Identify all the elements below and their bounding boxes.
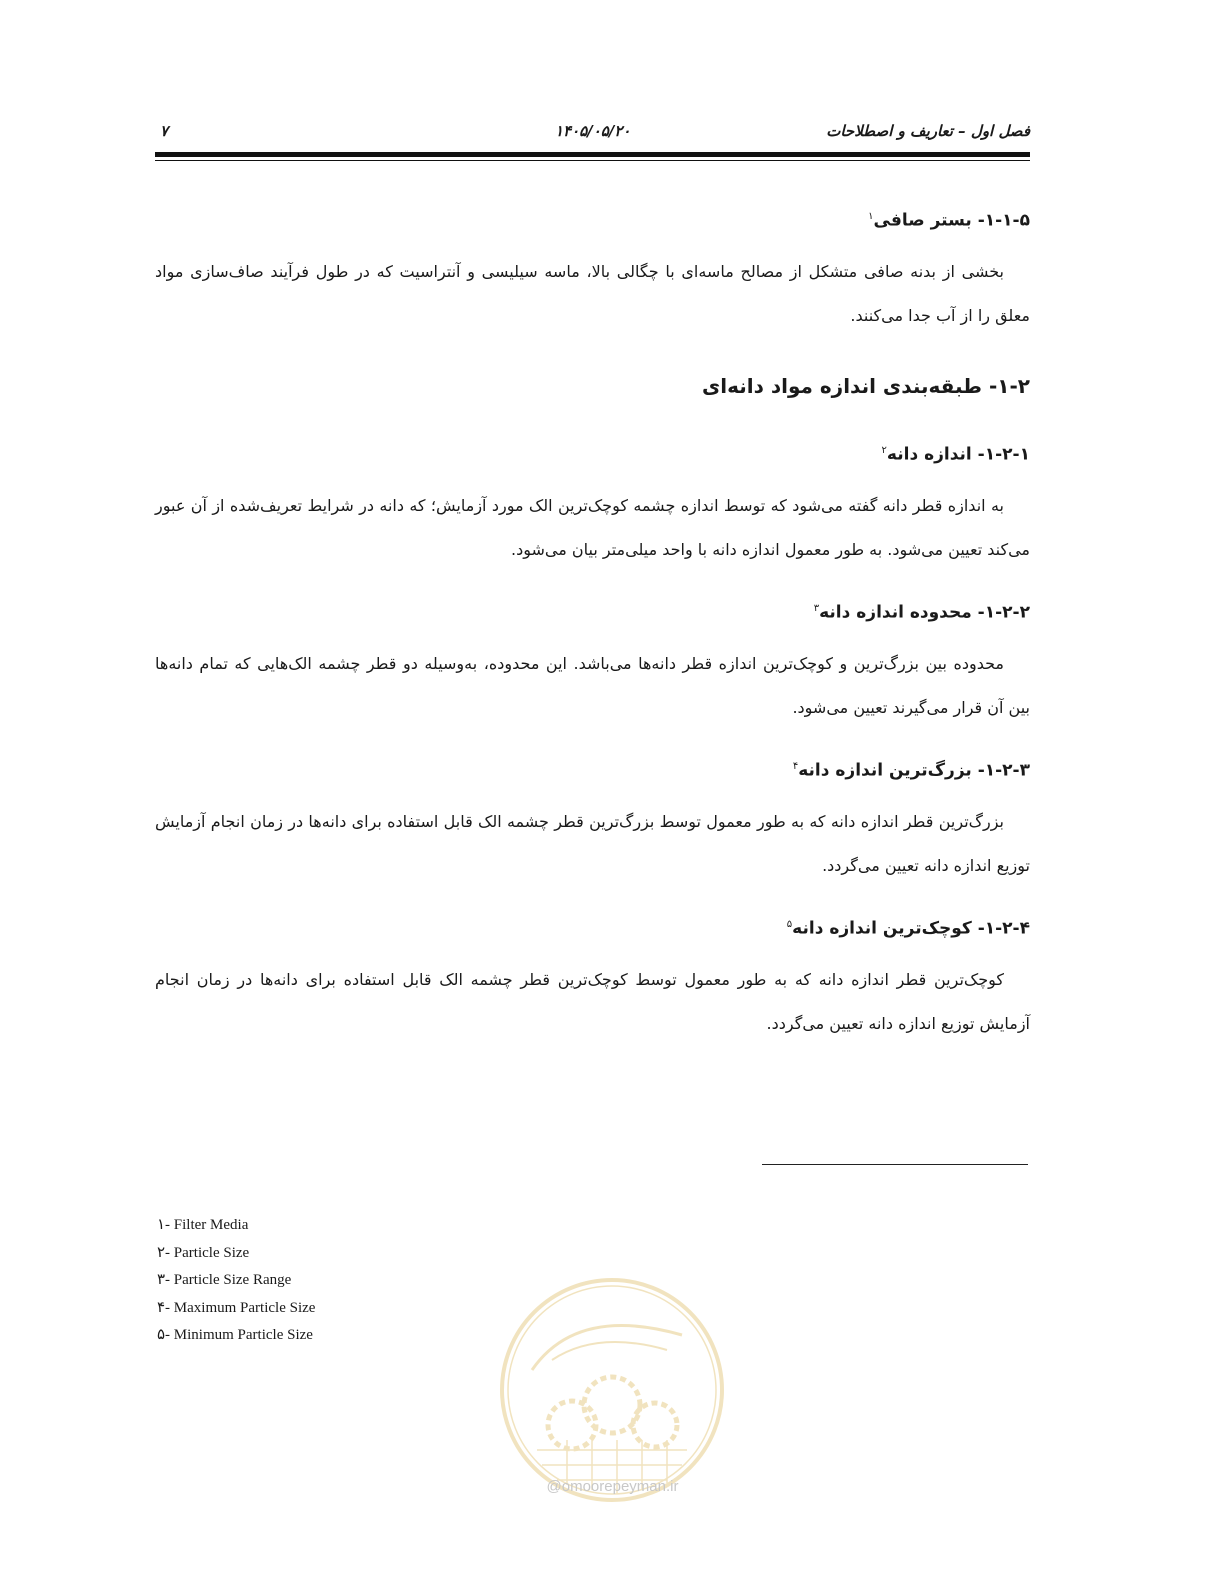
page-number: ۷ <box>160 122 169 140</box>
footnote-separator <box>762 1164 1028 1165</box>
footnote-item: ۵- Minimum Particle Size <box>157 1327 313 1343</box>
section-heading-1-1-5: ۱-۱-۵- بستر صافی$^۱$ <box>868 210 1030 231</box>
footnote-item: ۲- Particle Size <box>157 1244 250 1261</box>
section-heading-1-2-1: ۱-۲-۱- اندازه دانه$^۲$ <box>881 444 1030 465</box>
chapter-title: فصل اول – تعاریف و اصطلاحات <box>826 122 1030 140</box>
body-content <box>155 200 1030 1046</box>
footnote-item: ۱- Filter Media <box>157 1217 249 1233</box>
page-header <box>155 120 1030 146</box>
paragraph-filter-media: بخشی از بدنه صافی متشکل از مصالح ماسه‌ای با چگالی بالا، ماسه سیلیسی و آنتراسیت که در طول فرآیند صاف‌سازی مواد معلق را از آب جدا می‌کنند. <box>155 262 1030 325</box>
paragraph-particle-size-range: محدوده بین بزرگ‌ترین و کوچک‌ترین اندازه قطر دانه‌ها می‌باشد. این محدوده، به‌وسیله دو قطر چشمه الک‌هایی که تمام دانه‌ها بین آن قرار می‌گیرند تعیین می‌شود. <box>155 654 1030 717</box>
header-rule-thin <box>155 160 1030 161</box>
footnotes <box>157 1212 315 1350</box>
watermark-logo <box>497 1275 727 1505</box>
section-heading-1-2-3: ۱-۲-۳- بزرگ‌ترین اندازه دانه$^۴$ <box>792 760 1030 781</box>
section-heading-1-2-2: ۱-۲-۲- محدوده اندازه دانه$^۳$ <box>813 602 1030 623</box>
main-heading-1-2: ۱-۲- طبقه‌بندی اندازه مواد دانه‌ای <box>701 374 1030 398</box>
footnote-item: ۴- Maximum Particle Size <box>157 1299 316 1316</box>
paragraph-particle-size: به اندازه قطر دانه گفته می‌شود که توسط اندازه چشمه کوچک‌ترین الک مورد آزمایش؛ که دانه در شرایط تعریف‌شده از آن عبور می‌کند تعیین می‌شود. به طور معمول اندازه دانه با واحد میلی‌متر بیان می‌شود. <box>155 496 1030 559</box>
header-date: ۱۴۰۵/۰۵/۲۰ <box>555 122 631 140</box>
header-rule-thick <box>155 152 1030 157</box>
paragraph-min-particle-size: کوچک‌ترین قطر اندازه دانه که به طور معمول توسط کوچک‌ترین قطر چشمه الک قابل استفاده برای دانه‌ها در زمان انجام آزمایش توزیع اندازه دانه تعیین می‌گردد. <box>155 970 1030 1033</box>
watermark-site: @omoorepeyman.ir <box>546 1478 679 1495</box>
section-heading-1-2-4: ۱-۲-۴- کوچک‌ترین اندازه دانه$^۵$ <box>786 918 1030 939</box>
footnote-item: ۳- Particle Size Range <box>157 1272 292 1288</box>
paragraph-max-particle-size: بزرگ‌ترین قطر اندازه دانه که به طور معمول توسط بزرگ‌ترین قطر چشمه الک قابل استفاده برای دانه‌ها در زمان انجام آزمایش توزیع اندازه دانه تعیین می‌گردد. <box>155 812 1030 875</box>
